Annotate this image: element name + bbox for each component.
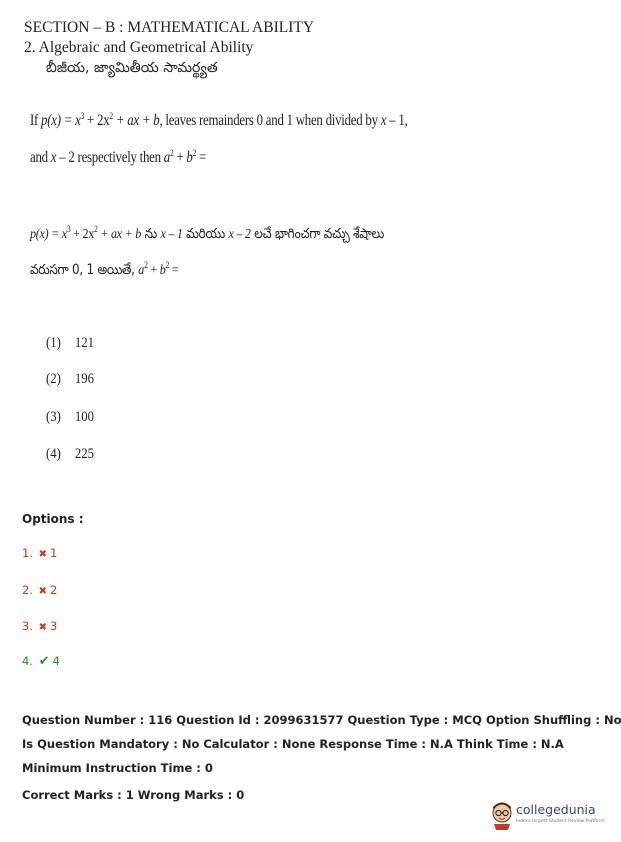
section-title: SECTION – B : MATHEMATICAL ABILITY — [24, 19, 315, 36]
answer-option-4-correct: 4. ✔ 4 — [22, 654, 60, 669]
logo-wordmark: collegedunia — [516, 802, 596, 817]
answer-option-2: 2. ✖ 2 — [22, 583, 58, 597]
answer-option-3: 3. ✖ 3 — [22, 619, 58, 633]
wrong-mark-icon: ✖ — [38, 549, 48, 560]
logo-tagline: India's largest Student Review Platform — [516, 819, 605, 824]
topic-title-telugu: బీజీయ, జ్యామితీయ సామర్థ్యత — [46, 60, 218, 76]
choice-2: (2) 196 — [46, 371, 95, 387]
question-english-line-2: and x – 2 respectively then $a^2 + b^2$ = — [30, 148, 207, 166]
choice-1: (1) 121 — [46, 335, 95, 351]
options-label: Options : — [22, 512, 84, 526]
mascot-icon — [490, 800, 514, 830]
choice-4: (4) 225 — [46, 446, 95, 462]
question-telugu-line-2: వరుసగా 0, 1 అయితే, $a^2 + b^2$ = — [30, 260, 179, 278]
check-mark-icon: ✔ — [38, 654, 50, 669]
question-meta-line-4: Correct Marks : 1 Wrong Marks : 0 — [22, 788, 245, 802]
answer-option-1: 1. ✖ 1 — [22, 546, 58, 560]
section-header — [24, 18, 314, 78]
wrong-mark-icon: ✖ — [38, 586, 48, 597]
question-meta-line-2: Is Question Mandatory : No Calculator : None Response Time : N.A Think Time : N.A — [22, 737, 564, 751]
question-telugu-line-1: $p(x) = x^3 + 2x^2$ + ax + b ను x – 1 మరియు x – 2 లచే భాగించగా వచ్చు శేషాలు — [30, 224, 385, 242]
question-english-line-1: If $p(x) = x^3 + 2x^2$ + ax + b, leaves remainders 0 and 1 when divided by x – 1, — [30, 111, 408, 129]
choice-3: (3) 100 — [46, 409, 95, 425]
wrong-mark-icon: ✖ — [38, 622, 48, 633]
question-meta-line-1: Question Number : 116 Question Id : 2099631577 Question Type : MCQ Option Shuffling : No — [22, 713, 621, 727]
topic-title: 2. Algebraic and Geometrical Ability — [24, 39, 254, 56]
collegedunia-logo — [490, 800, 605, 834]
question-meta-line-3: Minimum Instruction Time : 0 — [22, 761, 213, 775]
